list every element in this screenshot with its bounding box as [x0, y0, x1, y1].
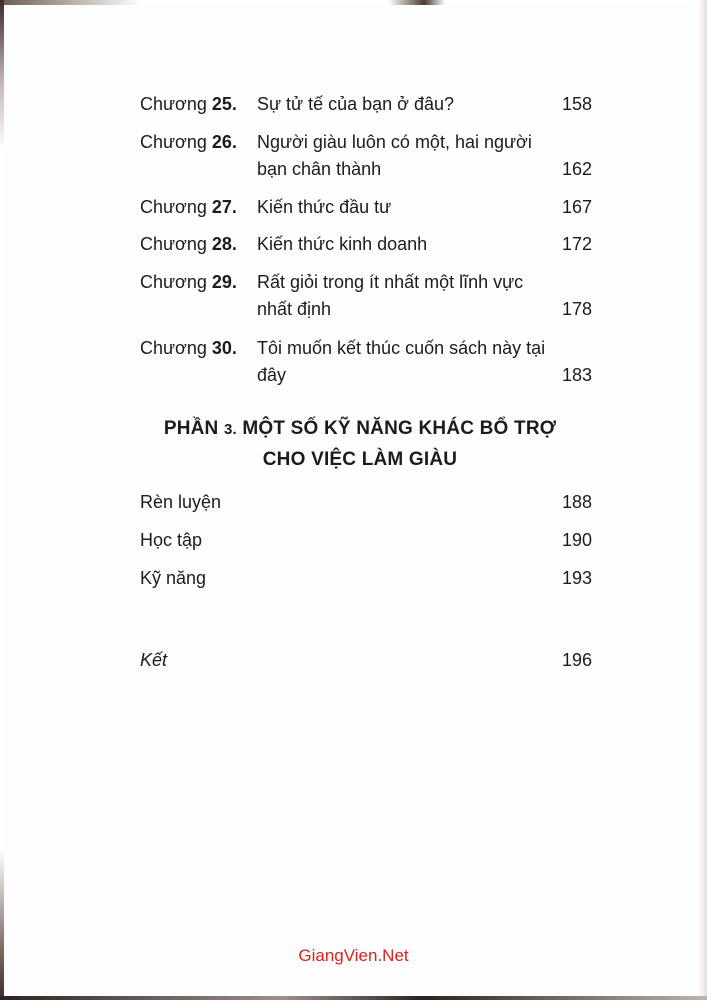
chapter-title: Kiến thức kinh doanh	[257, 234, 428, 254]
chapter-page-number: 178	[561, 299, 592, 319]
chapter-title: Rất giỏi trong ít nhất một lĩnh vực nhất định	[257, 272, 524, 319]
chapter-prefix: Chương 28.	[140, 234, 237, 254]
section-number: 3.	[223, 421, 237, 438]
chapter-title: Kiến thức đầu tư	[257, 197, 392, 217]
chapter-title: Tôi muốn kết thúc cuốn sách này tại đây	[257, 338, 546, 385]
chapter-prefix: Chương 30.	[140, 338, 237, 358]
chapter-page-number: 172	[561, 234, 592, 254]
section-heading-line-1	[120, 414, 600, 445]
section-title-line-2: CHO VIỆC LÀM GIÀU	[262, 449, 458, 470]
chapter-page-number: 162	[561, 159, 592, 179]
section-item-label: Kỹ năng	[140, 568, 207, 588]
scan-edge-right	[697, 0, 707, 1000]
chapter-prefix: Chương 25.	[140, 94, 237, 114]
section-item-page-number: 188	[561, 492, 592, 512]
watermark-text: GiangVien.Net	[298, 946, 409, 965]
ending-page-number: 196	[561, 650, 592, 670]
chapter-page-number: 167	[561, 197, 592, 217]
chapter-title: Người giàu luôn có một, hai người bạn chân thành	[257, 132, 532, 179]
scan-edge-bottom	[0, 996, 707, 1000]
chapter-title: Sự tử tế của bạn ở đâu?	[257, 94, 455, 114]
section-item-label: Rèn luyện	[140, 492, 222, 512]
section-title-line-1: MỘT SỐ KỸ NĂNG KHÁC BỔ TRỢ	[242, 418, 557, 439]
scan-edge-top	[0, 0, 707, 5]
section-prefix: PHẦN	[163, 418, 219, 439]
chapter-page-number: 183	[561, 365, 592, 385]
chapter-page-number: 158	[561, 94, 592, 114]
section-heading	[120, 414, 600, 475]
ending-label: Kết	[140, 650, 168, 670]
chapter-prefix: Chương 27.	[140, 197, 237, 217]
chapter-prefix: Chương 26.	[140, 132, 237, 152]
section-item-page-number: 190	[561, 530, 592, 550]
scan-edge-left	[0, 0, 4, 1000]
section-item-label: Học tập	[140, 530, 203, 550]
chapter-prefix: Chương 29.	[140, 272, 237, 292]
section-item-page-number: 193	[561, 568, 592, 588]
